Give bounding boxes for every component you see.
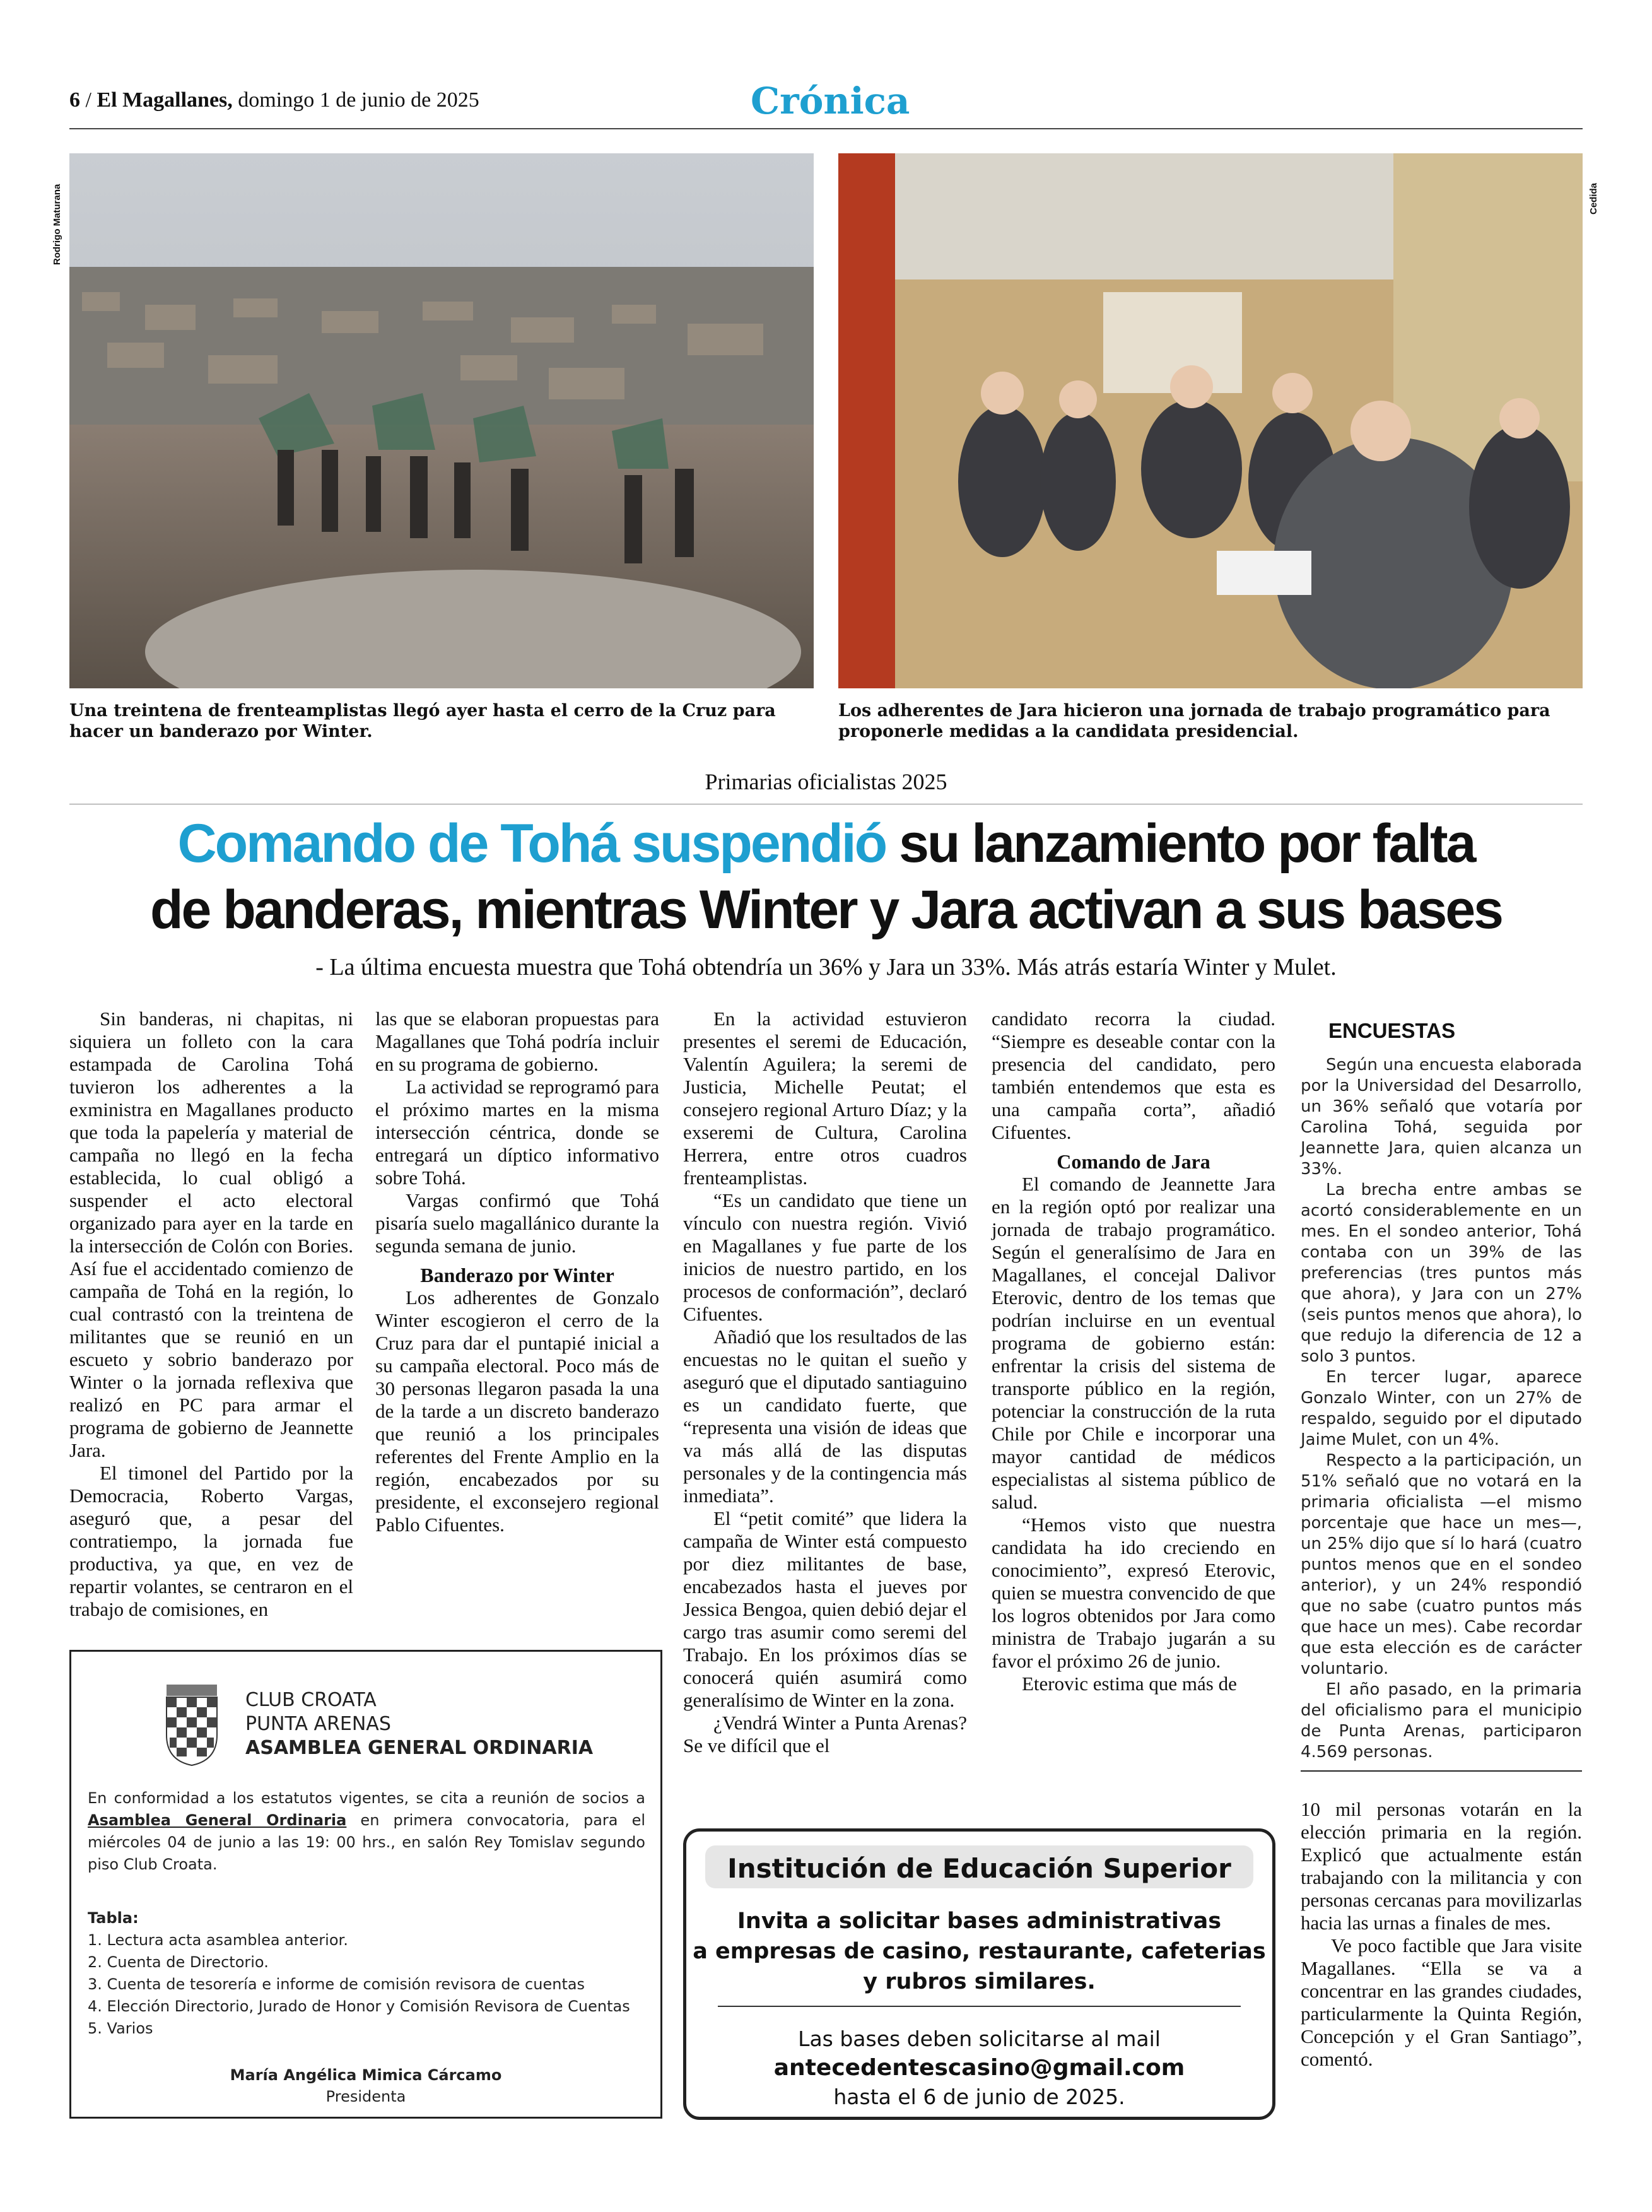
headline-line-2: de banderas, mientras Winter y Jara activan a sus bases	[150, 880, 1502, 940]
paragraph: Los adherentes de Gonzalo Winter escogieron el cerro de la Cruz para dar el puntapié inicial a su campaña electoral. Poco más de 30 personas llegaron pasada la una de la tarde a un discreto banderazo que reunió a los principales referentes del Frente Amplio en la región, encabezados por su presidente, el exconsejero regional Pablo Cifuentes.	[375, 1286, 659, 1536]
photo-jara-meeting	[838, 153, 1583, 688]
subhead-jara: Comando de Jara	[1057, 1150, 1210, 1173]
photo-credit-right: Cedida	[1588, 182, 1599, 215]
club-notice	[88, 1787, 645, 1876]
paragraph: 10 mil personas votarán en la elección primaria en la región. Explicó que actualmente están trabajando con la militancia y con personas cercanas para movilizarlas hacia las urnas a finales de mes.	[1301, 1798, 1582, 1934]
article-column-5	[1301, 1798, 1582, 2071]
paragraph: ¿Vendrá Winter a Punta Arenas? Se ve difícil que el	[683, 1712, 967, 1756]
sidebar-divider	[1301, 1770, 1582, 1772]
notice-assembly-link: Asamblea General Ordinaria	[88, 1811, 347, 1829]
ad-deadline: hasta el 6 de junio de 2025.	[833, 2085, 1125, 2109]
agenda-item: 4. Elección Directorio, Jurado de Honor y Comisión Revisora de Cuentas	[88, 1997, 630, 2015]
paragraph: El comando de Jeannette Jara en la región optó por realizar una jornada de trabajo programático. Según el generalísimo de Jara en Magallanes, el concejal Dalivor Eterovic, dentro de los temas que podrían incluirse en un eventual programa de gobierno están: enfrentar la crisis del sistema de transporte público en la región, potenciar la construcción de la ruta Chile por Chile e incorporar una mayor cantidad de médicos especialistas al sistema público de salud.	[992, 1173, 1275, 1513]
paragraph: La actividad se reprogramó para el próximo martes en la misma intersección céntrica, donde se entregará un díptico informativo sobre Tohá.	[375, 1076, 659, 1189]
agenda	[88, 1907, 645, 2040]
signer-role: Presidenta	[325, 2088, 406, 2105]
ad-email: antecedentescasino@gmail.com	[773, 2055, 1185, 2081]
club-signature	[71, 2064, 660, 2107]
sidebar-paragraph: Según una encuesta elaborada por la Universidad del Desarrollo, un 36% señaló que votaría por Carolina Tohá, seguida por Jeannette Jara, quien alcanza un 33%.	[1301, 1056, 1582, 1179]
club-heading	[245, 1688, 593, 1760]
notice-text: En conformidad a los estatutos vigentes, se cita a reunión de socios a	[88, 1789, 645, 1807]
ad-educacion-superior	[683, 1828, 1275, 2120]
paragraph: El “petit comité” que lidera la campaña de Winter está compuesto por diez militantes de base, encabezados hasta el jueves por Jessica Bengoa, quien debió dejar el cargo tras asumir como seremi del Trabajo. En los próximos días se conocerá quién asumirá como generalísimo de Winter en la zona.	[683, 1507, 967, 1711]
sidebar-title: ENCUESTAS	[1328, 1019, 1456, 1042]
croatian-checkerboard-icon	[163, 1685, 220, 1767]
agenda-item: 3. Cuenta de tesorería e informe de comisión revisora de cuentas	[88, 1975, 585, 1993]
sidebar-encuestas	[1301, 1055, 1582, 1763]
headline-line-1	[0, 812, 1652, 875]
ad-body	[686, 1906, 1272, 1997]
headline-rest: su lanzamiento por falta	[886, 813, 1475, 874]
paragraph: Eterovic estima que más de	[1022, 1673, 1237, 1695]
publication-name: El Magallanes,	[97, 88, 233, 112]
agenda-item: 2. Cuenta de Directorio.	[88, 1953, 269, 1971]
assembly-title: ASAMBLEA GENERAL ORDINARIA	[245, 1737, 594, 1759]
page-number: 6	[69, 88, 80, 112]
paragraph: Ve poco factible que Jara visite Magallanes. “Ella se va a concentrar en las grandes ciudades, particularmente la Quinta Región, Concepción y el Gran Santiago”, comentó.	[1301, 1934, 1582, 2070]
section-title: Crónica	[751, 79, 910, 122]
ad-club-croata	[69, 1650, 662, 2119]
ad-body-line: a empresas de casino, restaurante, cafeterias	[693, 1939, 1266, 1964]
sidebar-paragraph: En tercer lugar, aparece Gonzalo Winter, con un 27% de respaldo, seguido por el diputado Jaime Mulet, con un 4%.	[1301, 1368, 1582, 1449]
photo-caption-left: Una treintena de frenteamplistas llegó ayer hasta el cerro de la Cruz para hacer un banderazo por Winter.	[69, 701, 776, 741]
ad-footer	[686, 2025, 1272, 2112]
paragraph: Sin banderas, ni chapitas, ni siquiera un folleto con la cara estampada de Carolina Tohá tuvieron los adherentes a la exministra en Magallanes producto que toda la papelería y material de campaña no llegó en la fecha establecida, lo cual obligó a suspender el acto electoral organizado para ayer en la tarde en la intersección de Colón con Bories. Así fue el accidentado comienzo de campaña de Tohá en la región, lo cual contrastó con la treintena de militantes que se reunió en un escueto y sobrio banderazo por Winter o la jornada reflexiva que realizó en PC para armar el programa de gobierno de Jeannette Jara.	[69, 1008, 353, 1461]
paragraph: las que se elaboran propuestas para Magallanes que Tohá podría incluir en su programa de gobierno.	[375, 1008, 659, 1075]
headline-highlight: Comando de Tohá suspendió	[177, 813, 886, 874]
publication-date: domingo 1 de junio de 2025	[238, 88, 479, 112]
article-column-4	[992, 1008, 1275, 1695]
photo-cerro-cruz	[69, 153, 814, 688]
club-name: CLUB CROATA	[245, 1689, 377, 1711]
paragraph: “Es un candidato que tiene un vínculo con nuestra región. Vivió en Magallanes y fue parte de los inicios de nuestro partido, en los procesos de conformación”, declaró Cifuentes.	[683, 1189, 967, 1325]
article-column-2	[375, 1008, 659, 1536]
article-column-1	[69, 1008, 353, 1621]
agenda-item: 1. Lectura acta asamblea anterior.	[88, 1931, 348, 1949]
page-header-info: 6 / El Magallanes, domingo 1 de junio de 2025	[69, 88, 479, 112]
photo-caption-right: Los adherentes de Jara hicieron una jornada de trabajo programático para proponerle medidas a la candidata presidencial.	[838, 701, 1550, 741]
article-deck: - La última encuesta muestra que Tohá obtendría un 36% y Jara un 33%. Más atrás estaría Winter y Mulet.	[315, 954, 1337, 980]
ad-body-line: Invita a solicitar bases administrativas	[737, 1909, 1222, 1934]
ad-footer-line: Las bases deben solicitarse al mail	[798, 2027, 1161, 2051]
sidebar-paragraph: La brecha entre ambas se acortó considerablemente en un mes. En el sondeo anterior, Tohá contaba con un 39% de las preferencias (tres puntos más que ahora), y Jara con un 27% (seis puntos menos que ahora), lo que redujo la diferencia de 12 a solo 3 puntos.	[1301, 1180, 1582, 1366]
paragraph: Añadió que los resultados de las encuestas no le quitan el sueño y aseguró que el diputado santiaguino es un candidato fuerte, que “representa una visión de ideas que va más allá de las disputas personales y de la contingencia más inmediata”.	[683, 1326, 967, 1507]
article-kicker: Primarias oficialistas 2025	[705, 769, 947, 794]
paragraph: candidato recorra la ciudad. “Siempre es deseable contar con la presencia del candidato, pero también entendemos que esta es una campaña corta”, añadió Cifuentes.	[992, 1008, 1275, 1143]
paragraph: “Hemos visto que nuestra candidata ha ido creciendo en conocimiento”, expresó Eterovic, quien se muestra convencido de que los logros obtenidos por Jara como ministra de Trabajo jugarán a su favor el próximo 26 de junio.	[992, 1514, 1275, 1672]
sidebar-paragraph: Respecto a la participación, un 51% señaló que no votará en la primaria oficialista —el mismo porcentaje que hace un mes—, un 25% dijo que sí lo hará (cuatro puntos menos que en el sondeo anterior), y un 24% respondió que no sabe (cuatro puntos más que hace un mes). Cabe recordar que esta elección es de carácter voluntario.	[1301, 1451, 1582, 1678]
header-divider	[69, 128, 1583, 129]
agenda-label: Tabla:	[88, 1909, 139, 1927]
agenda-item: 5. Varios	[88, 2020, 153, 2037]
club-city: PUNTA ARENAS	[245, 1713, 391, 1735]
ad-title: Institución de Educación Superior	[727, 1853, 1231, 1884]
paragraph: En la actividad estuvieron presentes el seremi de Educación, Valentín Aguilera; la seremi de Justicia, Michelle Peutat; el consejero regional Arturo Díaz; y la exseremi de Cultura, Carolina Herrera, entre otros cuadros frenteamplistas.	[683, 1008, 967, 1189]
article-column-3	[683, 1008, 967, 1757]
subhead-winter: Banderazo por Winter	[420, 1264, 614, 1286]
photo-credit-left: Rodrigo Maturana	[52, 184, 62, 265]
notice-text-2: en primera convocatoria, para el miércoles 04 de junio a las 19: 00 hrs., en salón Rey Tomislav segundo piso Club Croata.	[88, 1811, 646, 1873]
paragraph: Vargas confirmó que Tohá pisaría suelo magallánico durante la segunda semana de junio.	[375, 1189, 659, 1257]
paragraph: El timonel del Partido por la Democracia, Roberto Vargas, aseguró que, a pesar del contratiempo, la jornada fue productiva, ya que, en vez de repartir volantes, se centraron en el trabajo de comisiones, en	[69, 1462, 353, 1620]
signer-name: María Angélica Mimica Cárcamo	[230, 2066, 502, 2084]
sidebar-paragraph: El año pasado, en la primaria del oficialismo para el municipio de Punta Arenas, participaron 4.569 personas.	[1301, 1680, 1582, 1762]
ad-divider	[718, 2006, 1241, 2007]
ad-body-line: y rubros similares.	[863, 1969, 1096, 1994]
